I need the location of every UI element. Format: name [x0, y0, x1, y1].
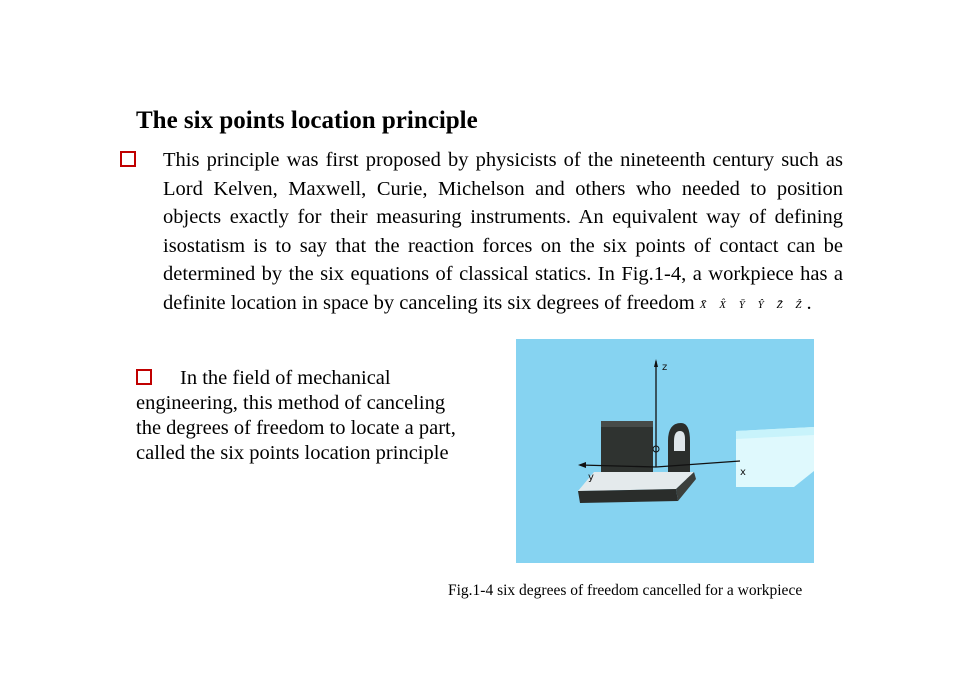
paragraph-principle-history	[163, 146, 843, 319]
z-axis-label: z	[662, 362, 668, 373]
square-bullet-icon	[120, 151, 136, 167]
base-plate-side	[578, 489, 678, 503]
figure-caption: Fig.1-4 six degrees of freedom cancelled for a workpiece	[448, 582, 803, 599]
y-axis-label: y	[588, 472, 594, 483]
paragraph-end: .	[806, 291, 812, 314]
workpiece-figure	[516, 339, 814, 563]
paragraph-text: This principle was first proposed by physicists of the nineteenth century such as Lord Kelven, Maxwell, Curie, Michelson and others who needed to position objects exactly for their measuring instruments. An equivalent way of defining isostatism is to say that the reaction forces on the six points of contact can be determined by the six equations of classical statics. In Fig.1-4, a workpiece has a definite location in space by canceling its six degrees of freedom	[163, 149, 843, 314]
dof-symbols: X̄ X̂ Ȳ Ŷ Z̄ Ẑ	[699, 298, 807, 311]
paragraph-mechanical-engineering	[136, 366, 456, 466]
slide-title: The six points location principle	[136, 107, 478, 134]
paragraph-text: In the field of mechanical engineering, this method of canceling the degrees of freedom to locate a part, called the six points location principle	[136, 367, 456, 464]
workpiece-3d-illustration	[516, 339, 814, 563]
x-axis-label: x	[740, 467, 746, 478]
base-plate-top	[578, 472, 694, 491]
